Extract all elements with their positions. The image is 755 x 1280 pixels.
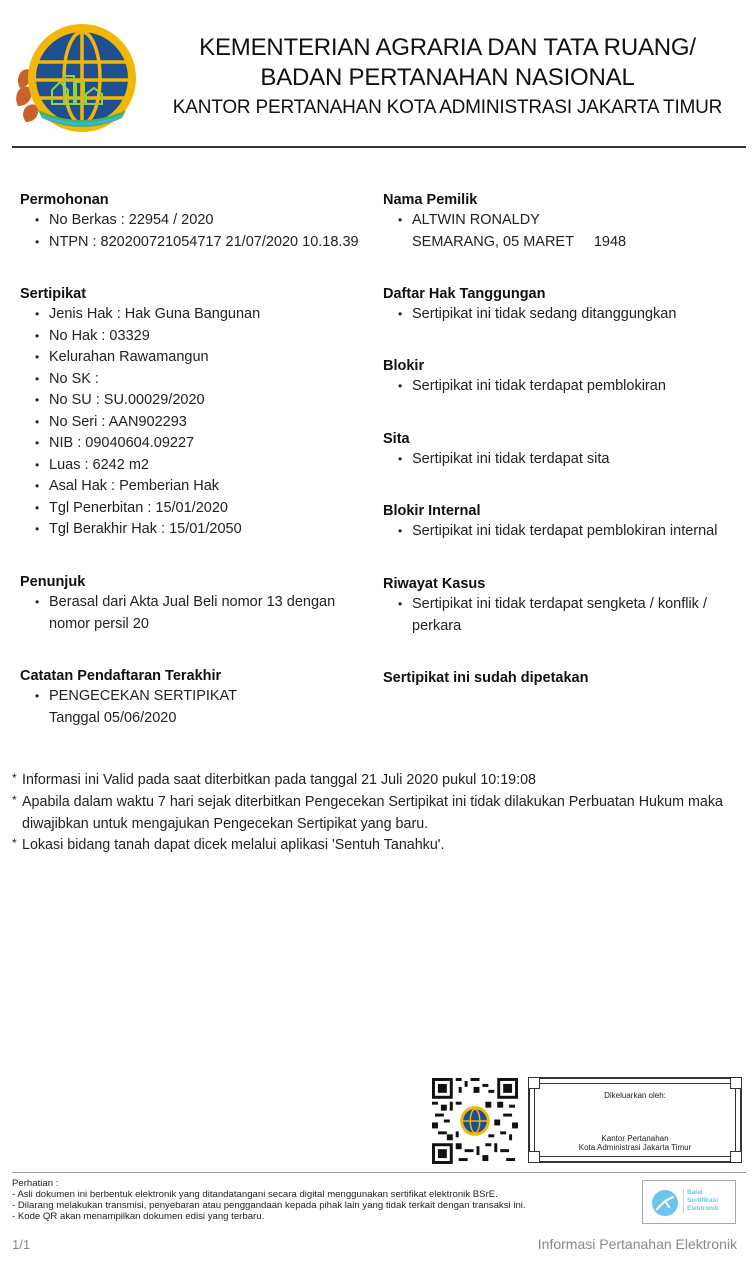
section-blokir xyxy=(383,356,743,398)
note-item: * Apabila dalam waktu 7 hari sejak diterbitkan Pengecekan Sertipikat ini tidak dilakukan Perbuatan Hukum maka diwajibkan untuk mengajukan Pengecekan Sertipikat yang baru. xyxy=(12,792,723,832)
list-item: • Asal Hak : Pemberian Hak xyxy=(35,478,220,494)
agency-title: BADAN PERTANAHAN NASIONAL xyxy=(260,64,635,91)
issuer-name-line2: Kota Administrasi Jakarta Timur xyxy=(578,1143,692,1152)
footer-label: Informasi Pertanahan Elektronik xyxy=(537,1236,737,1252)
section-title: Riwayat Kasus xyxy=(383,576,486,592)
list-item: • Tgl Berakhir Hak : 15/01/2050 xyxy=(35,521,242,537)
notes xyxy=(12,770,747,857)
footer-title: Perhatian : xyxy=(12,1178,59,1189)
section-title: Blokir Internal xyxy=(383,503,481,519)
list-item: • No SK : xyxy=(35,370,99,387)
section-title: Sertipikat ini sudah dipetakan xyxy=(383,670,589,686)
footer-line: - Asli dokumen ini berbentuk elektronik yang ditandatangani secara digital menggunakan sertifikat elektronik BSrE. xyxy=(12,1189,498,1200)
list-item: • No Hak : 03329 xyxy=(35,327,150,344)
list-item: • Tgl Penerbitan : 15/01/2020 xyxy=(35,499,228,516)
list-item: • PENGECEKAN SERTIPIKAT Tanggal 05/06/2020 xyxy=(35,688,238,726)
footer-line: - Dilarang melakukan transmisi, penyebaran atau penggandaan kepada pihak lain yang tidak terkait dengan transaksi ini. xyxy=(12,1200,526,1211)
bsre-label: Balai Sertifikasi Elektronik xyxy=(683,1189,718,1213)
section-hak-tanggungan xyxy=(383,284,743,326)
section-riwayat-kasus xyxy=(383,574,743,637)
issuer-name: Kantor Pertanahan xyxy=(601,1134,669,1143)
list-item: • Jenis Hak : Hak Guna Bangunan xyxy=(35,306,261,322)
list-item: • ALTWIN RONALDY SEMARANG, 05 MARET 1948 xyxy=(383,210,743,253)
section-title: Blokir xyxy=(383,358,425,374)
section-title: Permohonan xyxy=(20,192,109,208)
issuer-stamp-box xyxy=(528,1077,742,1163)
owner-name: ALTWIN RONALDY xyxy=(412,212,540,228)
footer-notice xyxy=(12,1178,612,1222)
qr-code-icon[interactable] xyxy=(432,1078,518,1164)
section-title: Penunjuk xyxy=(20,574,86,590)
owner-birth: SEMARANG, 05 MARET 1948 xyxy=(412,233,627,250)
bsre-logo-icon xyxy=(651,1189,679,1217)
bsre-badge xyxy=(642,1180,736,1224)
list-item: • NTPN : 820200721054717 21/07/2020 10.18.39 xyxy=(35,233,359,250)
list-item: • Sertipikat ini tidak sedang ditanggungkan xyxy=(398,306,677,322)
header-divider xyxy=(12,146,746,148)
section-nama-pemilik xyxy=(383,190,743,253)
list-item: • Sertipikat ini tidak terdapat sita xyxy=(398,451,610,467)
list-item: • Kelurahan Rawamangun xyxy=(35,349,209,365)
list-item: • No Seri : AAN902293 xyxy=(35,413,187,430)
list-item: • Sertipikat ini tidak terdapat pemblokiran xyxy=(398,378,666,394)
section-title: Nama Pemilik xyxy=(383,192,478,208)
list-item: • NIB : 09040604.09227 xyxy=(35,435,195,451)
footer-line: - Kode QR akan menampilkan dokumen edisi yang terbaru. xyxy=(12,1211,265,1222)
section-permohonan xyxy=(20,190,370,253)
section-sertipikat xyxy=(20,284,370,541)
bpn-globe-logo-icon xyxy=(12,18,140,140)
list-item: • No SU : SU.00029/2020 xyxy=(35,392,205,408)
document-header xyxy=(0,0,755,150)
section-title: Sita xyxy=(383,431,410,447)
list-item: • Luas : 6242 m2 xyxy=(35,456,149,473)
section-blokir-internal xyxy=(383,501,743,543)
footer-divider xyxy=(12,1172,746,1173)
note-item: * Lokasi bidang tanah dapat dicek melalui aplikasi 'Sentuh Tanahku'. xyxy=(12,836,445,854)
list-item: • Sertipikat ini tidak terdapat sengketa / konflik / perkara xyxy=(398,596,707,634)
section-title: Sertipikat xyxy=(20,286,87,302)
page-number: 1/1 xyxy=(12,1237,31,1252)
section-sita xyxy=(383,429,743,471)
section-catatan-pendaftaran xyxy=(20,666,370,729)
section-penunjuk xyxy=(20,572,370,635)
list-item: • Sertipikat ini tidak terdapat pemblokiran internal xyxy=(398,523,718,539)
list-item: • Berasal dari Akta Jual Beli nomor 13 dengan nomor persil 20 xyxy=(35,594,336,632)
office-title: KANTOR PERTANAHAN KOTA ADMINISTRASI JAKARTA TIMUR xyxy=(172,97,723,118)
section-title: Catatan Pendaftaran Terakhir xyxy=(20,668,222,684)
section-title: Daftar Hak Tanggungan xyxy=(383,286,546,302)
list-item: • No Berkas : 22954 / 2020 xyxy=(35,212,214,228)
issuer-label: Dikeluarkan oleh: xyxy=(604,1091,666,1100)
section-dipetakan xyxy=(383,668,743,688)
ministry-title: KEMENTERIAN AGRARIA DAN TATA RUANG/ xyxy=(199,34,696,61)
note-item: * Informasi ini Valid pada saat diterbitkan pada tanggal 21 Juli 2020 pukul 10:19:08 xyxy=(12,771,536,788)
